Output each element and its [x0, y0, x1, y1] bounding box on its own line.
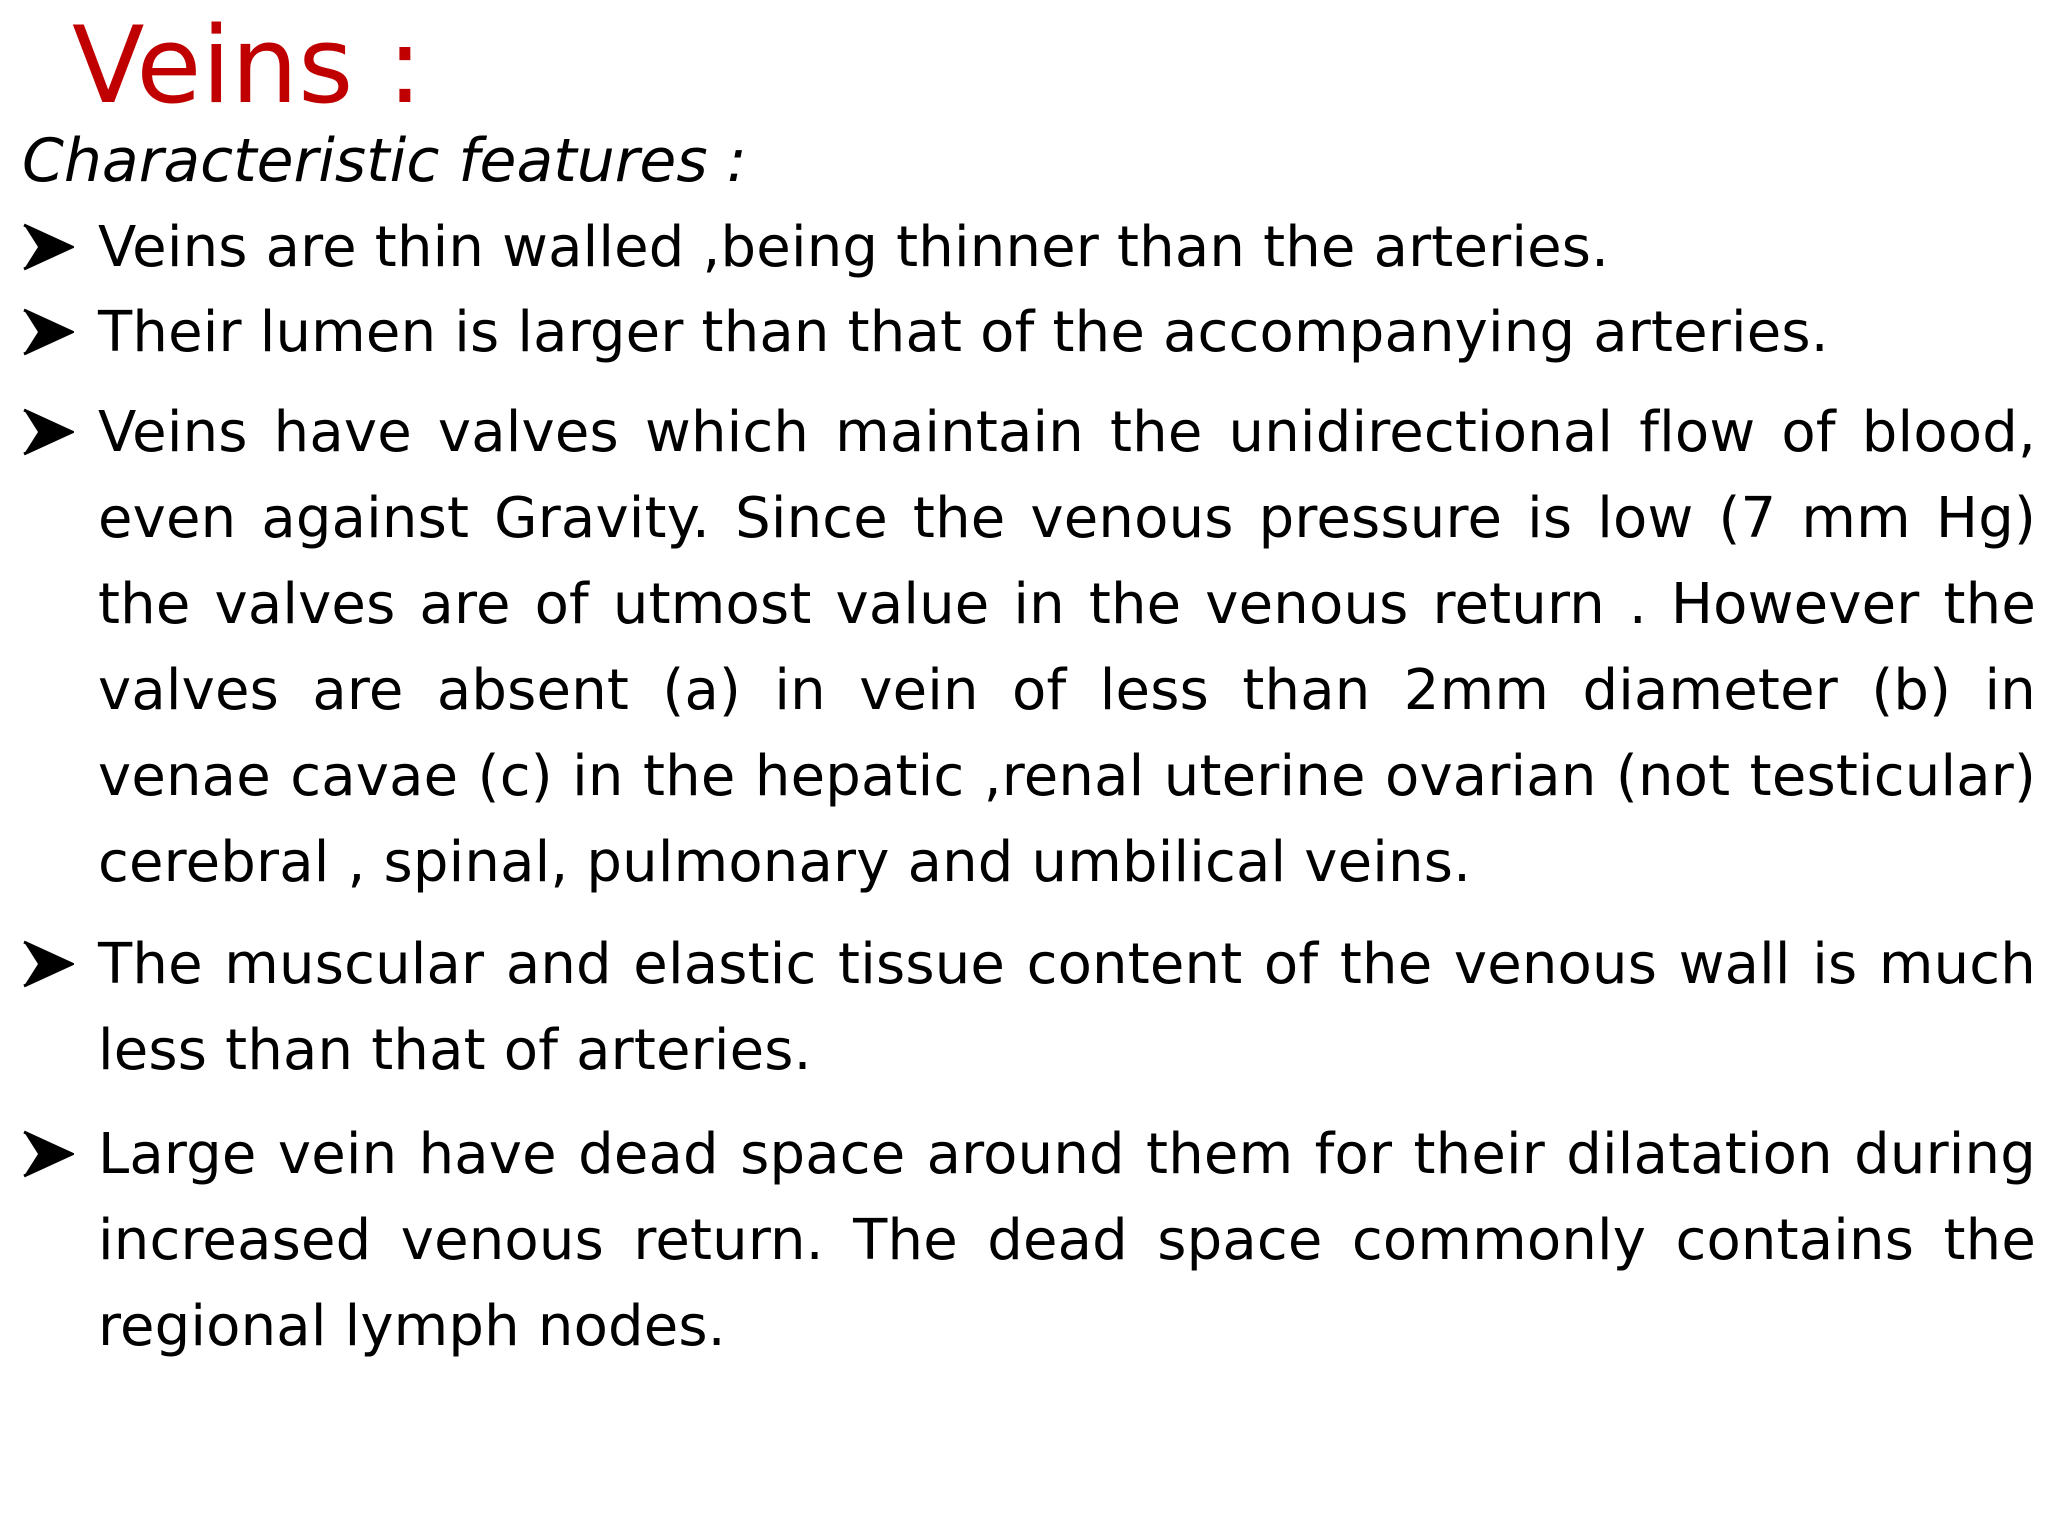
bullet-text: Veins have valves which maintain the unidirectional flow of blood, even against Gravity. Since the venous pressure is low (7 mm Hg) the valves are of utmost value in the venous return . However the valves are absent (a) in vein of less than 2mm diameter (b) in venae cavae (c) in the hepatic ,renal uterine ovarian (not testicular) cerebral , spinal, pulmonary and umbilical veins.	[98, 400, 2036, 895]
bullet-text: The muscular and elastic tissue content of the venous wall is much less than that of arteries.	[98, 932, 2036, 1083]
slide-title: Veins :	[72, 4, 423, 127]
bullet-text: Their lumen is larger than that of the accompanying arteries.	[98, 300, 1829, 365]
arrowhead-bullet-icon	[22, 1128, 74, 1180]
bullet-text: Large vein have dead space around them for their dilatation during increased venous return. The dead space commonly contains the regional lymph nodes.	[98, 1122, 2036, 1359]
bullet-text: Veins are thin walled ,being thinner than the arteries.	[98, 215, 1610, 280]
slide-subtitle: Characteristic features :	[22, 126, 747, 196]
arrowhead-bullet-icon	[22, 406, 74, 458]
arrowhead-bullet-icon	[22, 306, 74, 358]
arrowhead-bullet-icon	[22, 938, 74, 990]
arrowhead-bullet-icon	[22, 221, 74, 273]
